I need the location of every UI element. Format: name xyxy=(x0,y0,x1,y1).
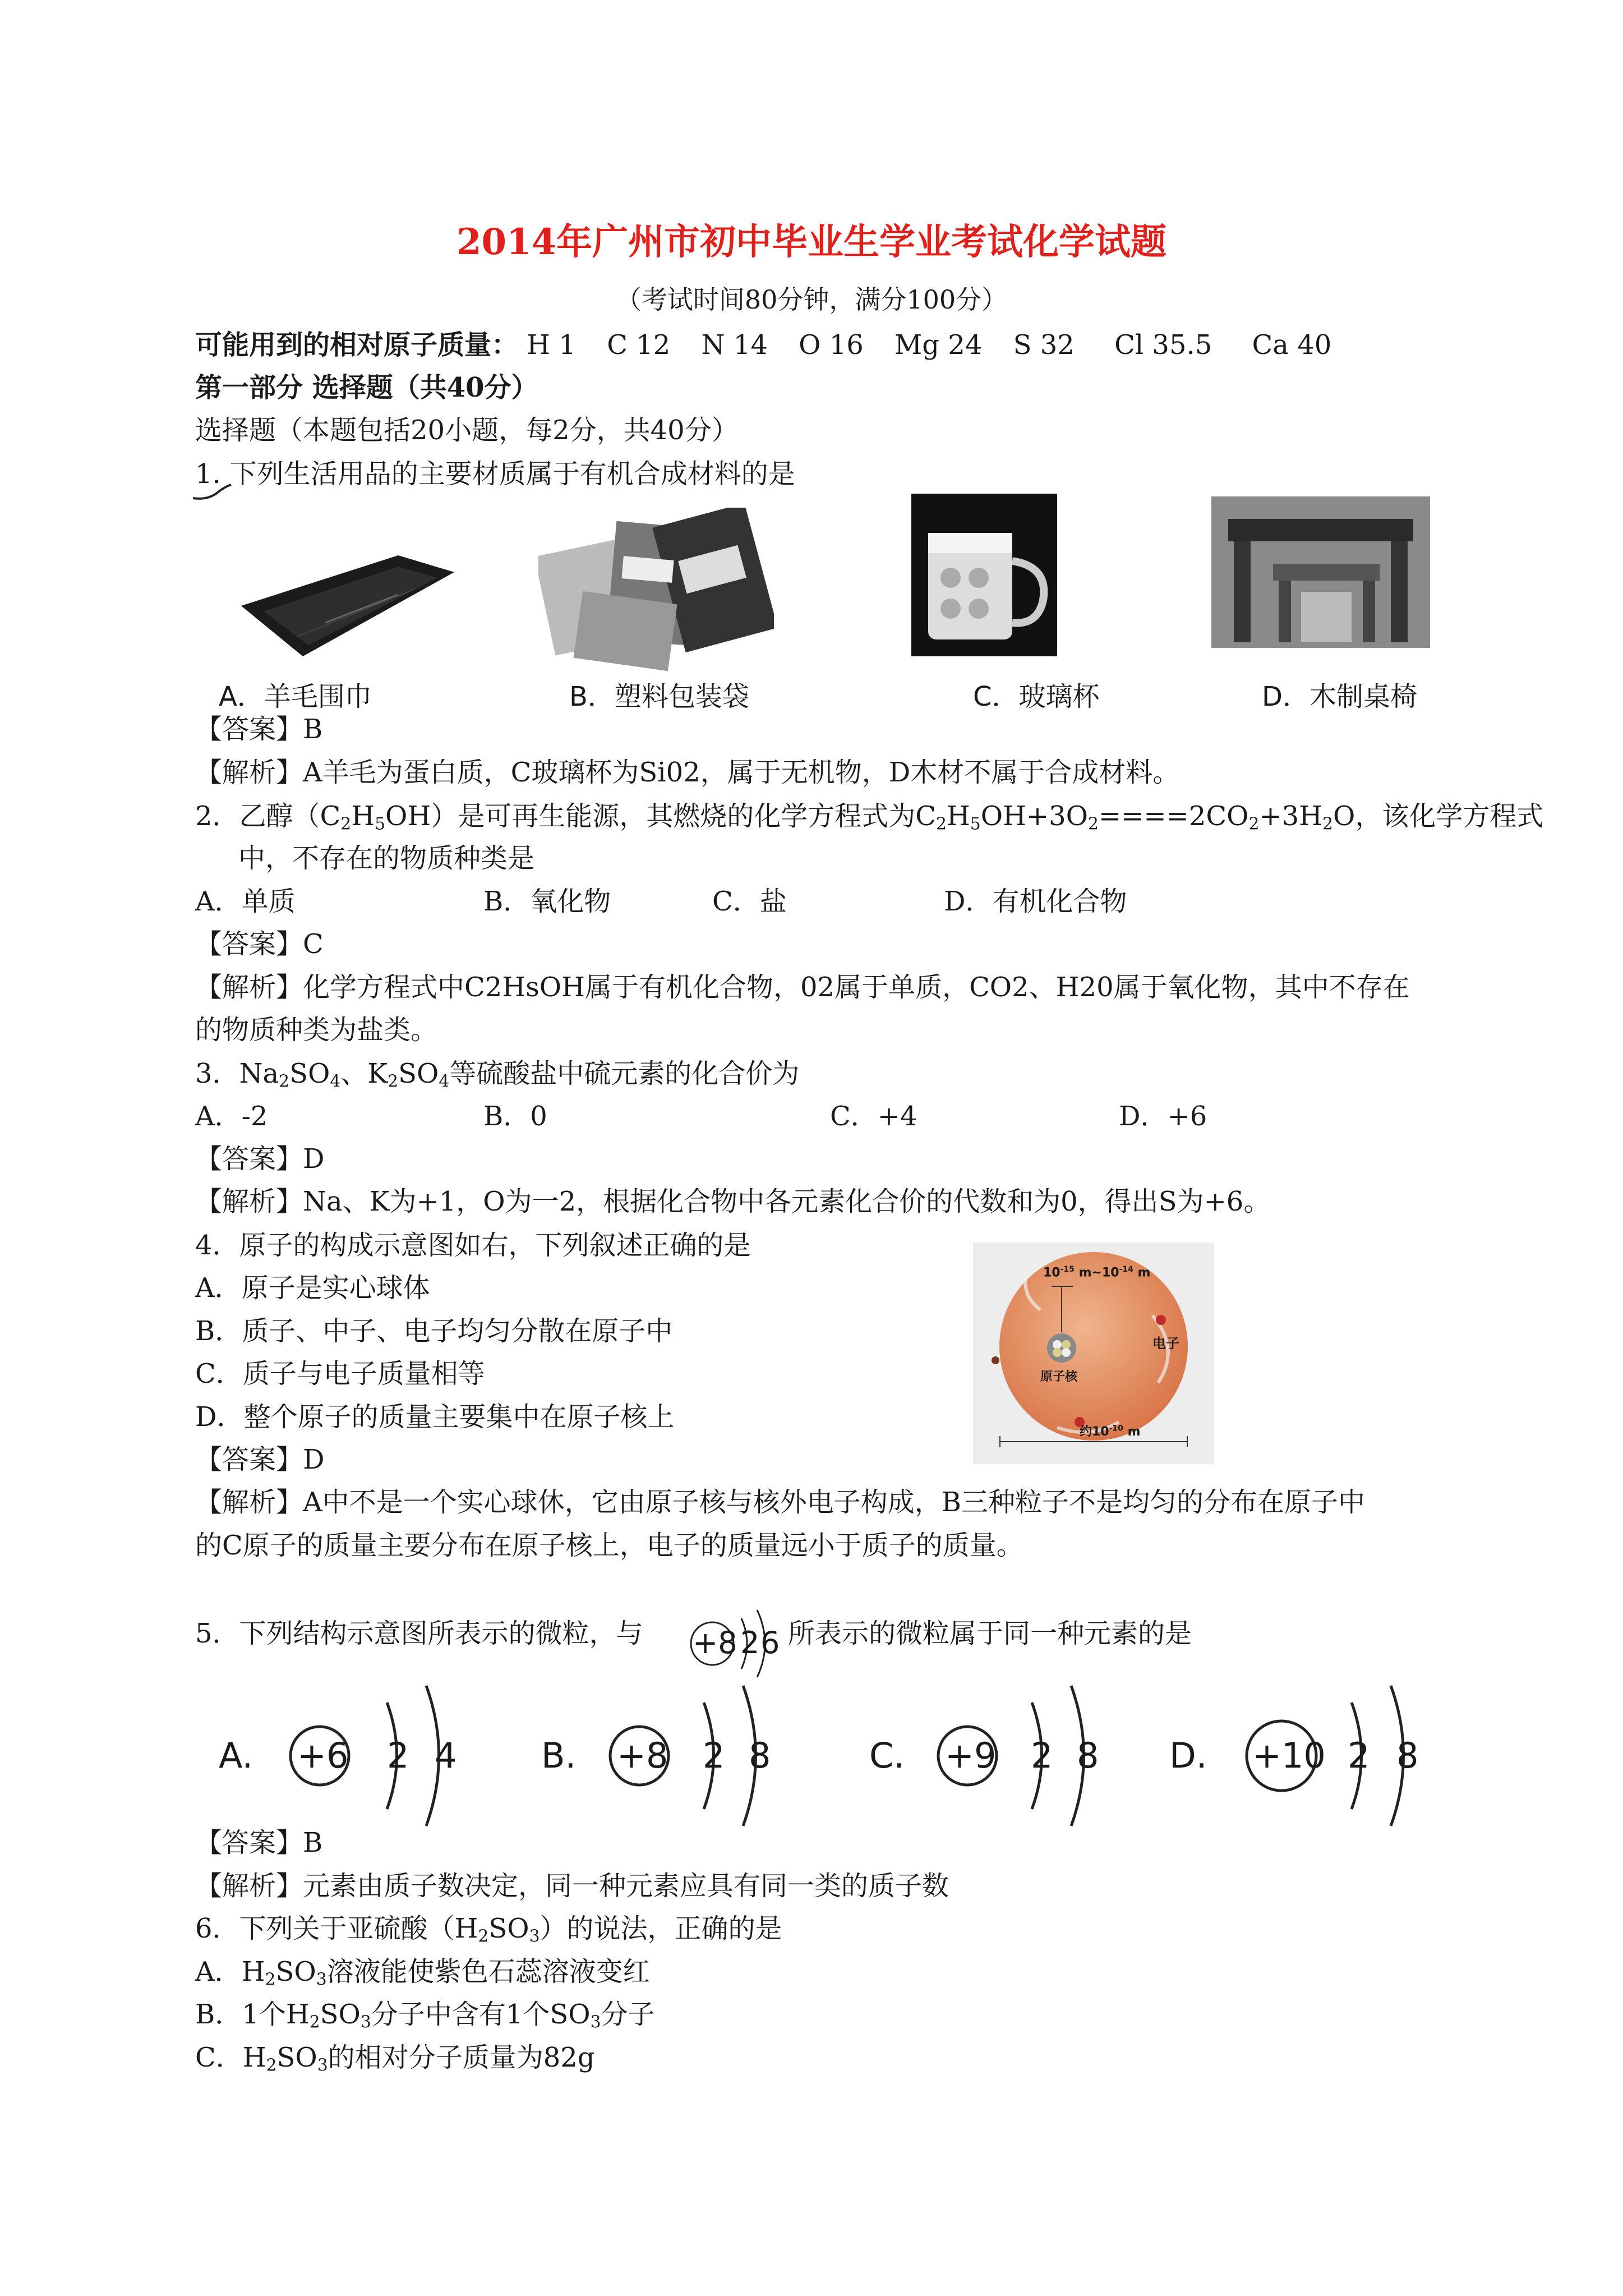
q2-option-a: A．单质 xyxy=(195,886,296,917)
shell-2-electrons: 8 xyxy=(1077,1735,1099,1776)
exponent: -15 xyxy=(1060,1265,1075,1274)
analysis-tag: 【解析】 xyxy=(195,1870,303,1902)
q5-option-c-diagram xyxy=(869,1674,1127,1832)
subscript: 3 xyxy=(316,1970,327,1990)
atomic-mass-item: Mg 24 xyxy=(895,329,983,361)
analysis-tag: 【解析】 xyxy=(195,1186,303,1217)
shell-2-electrons: 8 xyxy=(1396,1735,1419,1776)
electron-label: 电子 xyxy=(1152,1336,1179,1351)
q6-text: 分子中含有1个SO xyxy=(371,1999,591,2030)
shell-1-electrons: 2 xyxy=(387,1735,409,1776)
subscript: 5 xyxy=(375,814,386,834)
answer-value: B xyxy=(303,1827,323,1858)
subscript: 2 xyxy=(309,2012,320,2032)
atomic-mass-item: Ca 40 xyxy=(1252,329,1332,361)
analysis-tag: 【解析】 xyxy=(195,1487,303,1518)
q4-option-b: B．质子、中子、电子均匀分散在原子中 xyxy=(195,1315,673,1347)
option-letter: B. xyxy=(541,1735,577,1776)
analysis-text: 化学方程式中C2HsOH属于有机化合物，02属于单质，CO2、H20属于氧化物，其中不存在 xyxy=(303,972,1410,1003)
q5-analysis xyxy=(195,1869,949,1903)
q3-text: 、K xyxy=(340,1058,388,1089)
q5-answer xyxy=(195,1826,322,1860)
nucleus-charge: +6 xyxy=(297,1735,349,1776)
analysis-text: A中不是一个实心球休，它由原子核与核外电子构成，B三种粒子不是均匀的分布在原子中 xyxy=(303,1487,1365,1518)
atomic-masses-line xyxy=(195,328,1331,362)
q6-text: 分子 xyxy=(601,1999,655,2030)
atomic-mass-item: C 12 xyxy=(607,329,671,361)
q2-answer xyxy=(195,927,324,961)
q6-text: SO xyxy=(276,2042,317,2073)
analysis-tag: 【解析】 xyxy=(195,757,303,788)
shell-1-electrons: 2 xyxy=(703,1735,725,1776)
wooden-furniture-image xyxy=(1211,496,1430,648)
shell-1-electrons: 2 xyxy=(1348,1735,1370,1776)
q2-analysis-line2: 的物质种类为盐类。 xyxy=(195,1014,438,1046)
nucleus-size-label xyxy=(1043,1265,1150,1280)
q6-option-c xyxy=(195,2041,595,2082)
shell-2-electrons: 8 xyxy=(749,1735,771,1776)
q5-stem-part2: 所表示的微粒属于同一种元素的是 xyxy=(788,1618,1192,1649)
nucleus-charge: +8 xyxy=(617,1735,668,1776)
subscript: 5 xyxy=(970,814,981,834)
q4-analysis-line1 xyxy=(195,1485,1365,1519)
q1-option-b: B．塑料包装袋 xyxy=(569,681,749,712)
q2-text: OH）是可再生能源，其燃烧的化学方程式为C xyxy=(385,800,936,832)
handwritten-check-mark xyxy=(191,481,236,504)
label-part: 10 xyxy=(1043,1266,1061,1280)
q4-option-d: D．整个原子的质量主要集中在原子核上 xyxy=(195,1401,675,1433)
option-letter: C. xyxy=(869,1735,905,1776)
q4-analysis-line2: 的C原子的质量主要分布在原子核上，电子的质量远小于质子的质量。 xyxy=(195,1530,1023,1561)
q2-text: ====2CO xyxy=(1098,800,1249,832)
answer-tag: 【答案】 xyxy=(195,1827,303,1858)
q4-stem: 4．原子的构成示意图如右，下列叙述正确的是 xyxy=(195,1230,751,1261)
q6-text: SO xyxy=(275,1956,316,1987)
q2-option-b: B．氧化物 xyxy=(483,886,611,917)
q6-text: SO xyxy=(488,1913,529,1944)
atomic-mass-item: Cl 35.5 xyxy=(1114,329,1212,361)
subscript: 3 xyxy=(529,1926,540,1947)
analysis-text: Na、K为+1，O为一2，根据化合物中各元素化合价的代数和为0，得出S为+6。 xyxy=(303,1186,1271,1217)
label-part: m~10 xyxy=(1074,1266,1119,1280)
q5-option-d-diagram xyxy=(1169,1674,1450,1832)
q1-analysis xyxy=(195,756,1179,789)
q2-option-c: C．盐 xyxy=(712,886,787,917)
q3-option-d: D．+6 xyxy=(1119,1101,1207,1132)
q2-text: +3H xyxy=(1259,800,1323,832)
q2-stem-line2: 中，不存在的物质种类是 xyxy=(238,843,535,874)
subscript: 2 xyxy=(1322,814,1333,834)
subscript: 3 xyxy=(590,2012,601,2032)
label-part: m xyxy=(1123,1425,1141,1439)
q6-option-b xyxy=(195,1998,655,2039)
q1-answer xyxy=(195,712,322,746)
subscript: 2 xyxy=(388,1071,399,1092)
answer-value: D xyxy=(303,1444,325,1475)
part1-heading: 第一部分 选择题（共40分） xyxy=(195,372,538,403)
answer-value: D xyxy=(303,1143,325,1175)
ref-shell-1: 2 xyxy=(740,1625,760,1660)
q1-stem: 下列生活用品的主要材质属于有机合成材料的是 xyxy=(229,458,795,490)
atomic-masses-label: 可能用到的相对原子质量： xyxy=(195,329,519,361)
q4-option-c: C．质子与电子质量相等 xyxy=(195,1358,485,1389)
q2-text: O，该化学方程式 xyxy=(1332,800,1544,832)
wool-scarf-image xyxy=(230,539,460,668)
subscript: 4 xyxy=(330,1071,341,1092)
exponent: -10 xyxy=(1109,1424,1123,1433)
nucleus-charge: +9 xyxy=(945,1735,997,1776)
q3-analysis xyxy=(195,1185,1270,1218)
exponent: -14 xyxy=(1119,1265,1133,1274)
page-subtitle: （考试时间80分钟，满分100分） xyxy=(615,284,1008,315)
answer-tag: 【答案】 xyxy=(195,1143,303,1175)
answer-value: C xyxy=(303,928,324,960)
glass-cup-image xyxy=(911,494,1057,656)
label-part: m xyxy=(1133,1266,1151,1280)
answer-value: B xyxy=(303,714,323,745)
part1-intro: 选择题（本题包括20小题，每2分，共40分） xyxy=(195,415,739,446)
q3-option-c: C．+4 xyxy=(830,1101,917,1132)
q3-text: 3．Na xyxy=(195,1058,279,1089)
subscript: 2 xyxy=(1088,814,1099,834)
q2-analysis-line1 xyxy=(195,970,1410,1004)
ref-shell-2: 6 xyxy=(760,1625,780,1660)
q2-text: 2．乙醇（C xyxy=(195,800,341,832)
q5-stem-part1: 5．下列结构示意图所表示的微粒，与 xyxy=(195,1618,643,1649)
q6-text: SO xyxy=(320,1999,361,2030)
q3-option-a: A．-2 xyxy=(195,1101,268,1132)
q1-option-c: C．玻璃杯 xyxy=(973,681,1100,712)
q5-option-a-diagram xyxy=(219,1674,477,1832)
q6-text: 溶液能使紫色石蕊溶液变红 xyxy=(326,1956,650,1987)
answer-tag: 【答案】 xyxy=(195,1444,303,1475)
reference-atom-diagram xyxy=(679,1602,785,1680)
option-letter: D. xyxy=(1169,1735,1207,1776)
plastic-bags-image xyxy=(538,508,774,676)
subscript: 3 xyxy=(360,2012,371,2032)
q4-answer xyxy=(195,1443,325,1476)
subscript: 4 xyxy=(439,1071,450,1092)
analysis-text: A羊毛为蛋白质，C玻璃杯为Si02，属于无机物，D木材不属于合成材料。 xyxy=(303,757,1180,788)
atom-structure-figure xyxy=(973,1243,1214,1464)
q6-option-a xyxy=(195,1955,650,1996)
subscript: 2 xyxy=(1248,814,1260,834)
q3-text: 等硫酸盐中硫元素的化合价为 xyxy=(449,1058,800,1089)
q3-stem xyxy=(195,1057,799,1098)
subscript: 2 xyxy=(266,2055,277,2076)
q2-option-d: D．有机化合物 xyxy=(944,886,1127,917)
q1-stem-line xyxy=(195,457,795,491)
q1-option-d: D．木制桌椅 xyxy=(1262,681,1417,712)
q6-stem xyxy=(195,1912,782,1953)
q4-option-a: A．原子是实心球体 xyxy=(195,1272,430,1304)
q6-text: 的相对分子质量为82g xyxy=(328,2042,595,2073)
q2-text: OH+3O xyxy=(980,800,1089,832)
atomic-mass-item: O 16 xyxy=(799,329,864,361)
atom-size-label xyxy=(1080,1422,1141,1439)
atomic-mass-item: H 1 xyxy=(527,329,576,361)
nucleus-label: 原子核 xyxy=(1040,1370,1078,1384)
analysis-text: 元素由质子数决定，同一种元素应具有同一类的质子数 xyxy=(303,1870,949,1902)
shell-2-electrons: 4 xyxy=(435,1735,457,1776)
subscript: 2 xyxy=(265,1970,276,1990)
answer-tag: 【答案】 xyxy=(195,714,303,745)
q1-option-a: A．羊毛围巾 xyxy=(219,681,372,712)
q3-option-b: B．0 xyxy=(483,1101,547,1132)
atomic-mass-item: S 32 xyxy=(1013,329,1075,361)
q3-text: SO xyxy=(289,1058,330,1089)
nucleus-charge: +10 xyxy=(1252,1735,1326,1776)
subscript: 2 xyxy=(935,814,947,834)
q6-text: C．H xyxy=(195,2042,266,2073)
q1-number: 1. xyxy=(195,458,221,490)
subscript: 3 xyxy=(317,2055,328,2076)
q6-text: 6．下列关于亚硫酸（H xyxy=(195,1913,478,1944)
q3-answer xyxy=(195,1142,325,1176)
label-part: 约10 xyxy=(1080,1425,1109,1439)
q6-text: ）的说法，正确的是 xyxy=(540,1913,782,1944)
ref-nucleus-charge: +8 xyxy=(693,1625,737,1660)
q3-text: SO xyxy=(398,1058,439,1089)
atomic-mass-item: N 14 xyxy=(701,329,768,361)
subscript: 2 xyxy=(340,814,352,834)
subscript: 2 xyxy=(478,1926,489,1947)
answer-tag: 【答案】 xyxy=(195,928,303,960)
subscript: 2 xyxy=(279,1071,290,1092)
q2-stem-line1: 2．乙醇$(C_2H_5OH)$是可再生能源，其燃烧的化学方程式为$C_2H_5OH+3O_2====2CO_2+3H_2O$，该化学方程式 xyxy=(195,800,1544,834)
analysis-tag: 【解析】 xyxy=(195,972,303,1003)
q6-text: B．1个H xyxy=(195,1999,310,2030)
option-letter: A. xyxy=(219,1735,253,1776)
q6-text: A．H xyxy=(195,1956,265,1987)
page-title: 2014年广州市初中毕业生学业考试化学试题 xyxy=(456,221,1167,263)
shell-1-electrons: 2 xyxy=(1031,1735,1053,1776)
q5-option-b-diagram xyxy=(541,1674,799,1832)
